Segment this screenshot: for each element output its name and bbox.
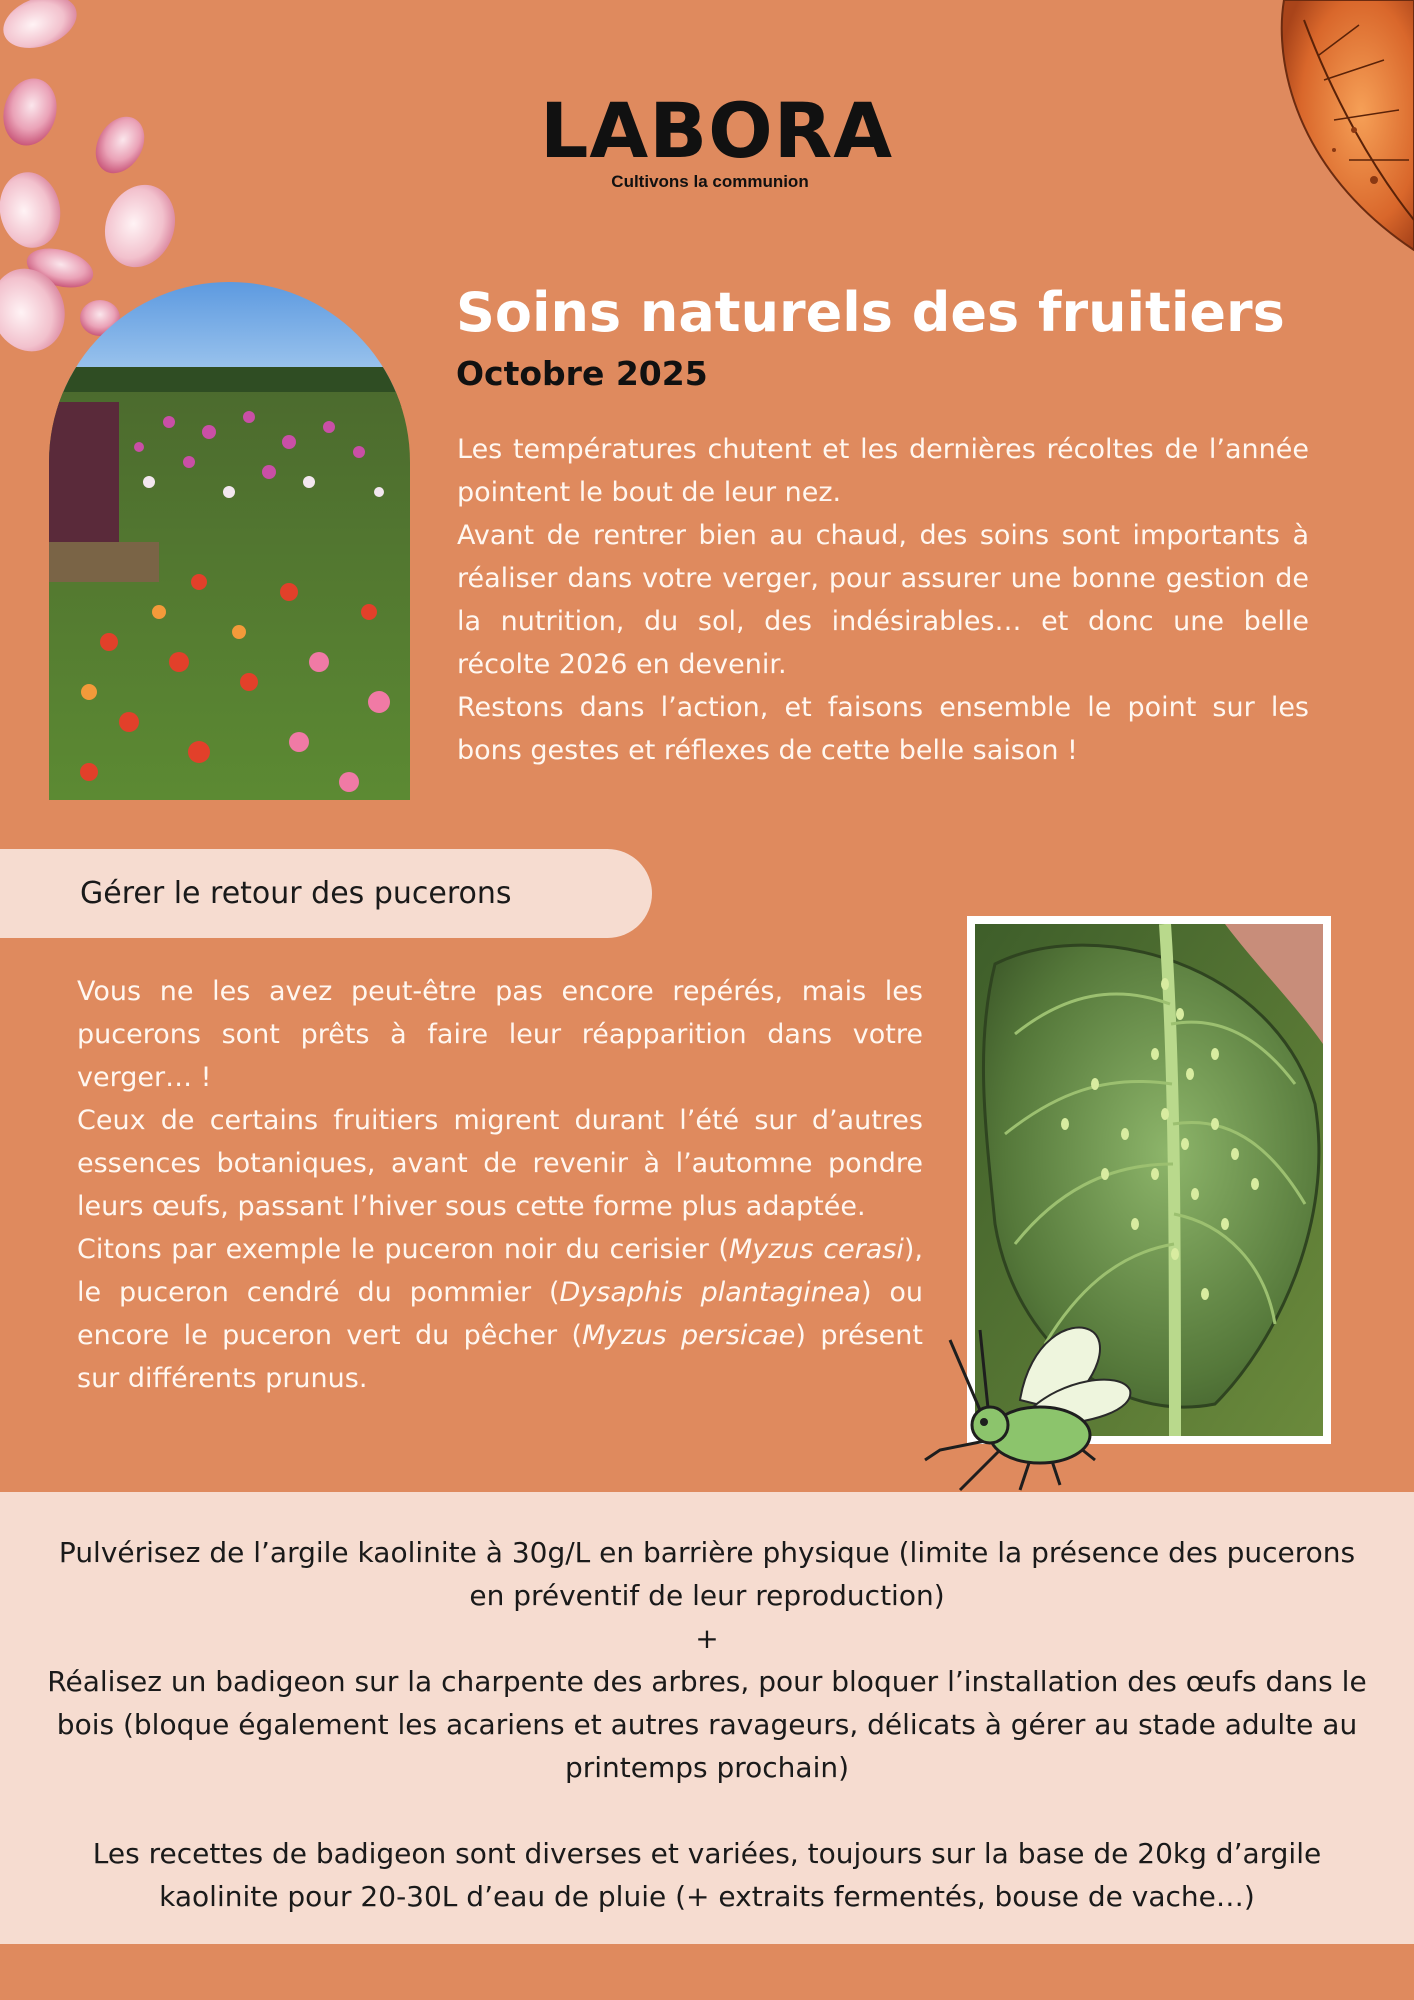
body-paragraph (77, 1228, 923, 1400)
page-date: Octobre 2025 (456, 354, 708, 393)
species-name: Dysaphis plantaginea (559, 1277, 861, 1308)
body-paragraph: Vous ne les avez peut-être pas encore repérés, mais les pucerons sont prêts à faire leur réapparition dans votre verger… ! (77, 976, 923, 1093)
tip-line: Pulvérisez de l’argile kaolinite à 30g/L en barrière physique (limite la présence des pucerons en préventif de leur reproduction) (58, 1536, 1356, 1612)
body-text-segment: ) ou encore le puceron vert du pêcher ( (77, 1277, 923, 1351)
brand-logo (540, 86, 894, 192)
aphid-illustration (920, 1300, 1140, 1492)
tip-line: Les recettes de badigeon sont diverses et variées, toujours sur la base de 20kg d’argile kaolinite pour 20-30L d’eau de pluie (+ extraits fermentés, bouse de vache…) (92, 1837, 1322, 1913)
section-heading-label: Gérer le retour des pucerons (80, 876, 512, 911)
body-text-segment: ), le puceron cendré du pommier ( (77, 1234, 923, 1308)
page-title: Soins naturels des fruitiers (456, 281, 1285, 344)
body-paragraph: Ceux de certains fruitiers migrent durant l’été sur d’autres essences botaniques, avant de revenir à l’automne pondre leurs œufs, passant l’hiver sous cette forme plus adaptée. (77, 1105, 923, 1222)
body-text-segment: ) présent sur différents prunus. (77, 1320, 923, 1394)
flower-field-photo (49, 282, 410, 800)
tips-box (0, 1492, 1414, 1944)
autumn-leaf-decoration (1264, 0, 1414, 260)
species-name: Myzus cerasi (728, 1234, 904, 1265)
species-name: Myzus persicae (581, 1320, 796, 1351)
intro-paragraph: Restons dans l’action, et faisons ensemble le point sur les bons gestes et réflexes de cette belle saison ! (457, 692, 1309, 766)
brand-name: LABORA (540, 86, 894, 175)
intro-paragraph: Les températures chutent et les dernières récoltes de l’année pointent le bout de leur nez. (457, 434, 1309, 508)
tip-line: Réalisez un badigeon sur la charpente des arbres, pour bloquer l’installation des œufs dans le bois (bloque également les acariens et autres ravageurs, délicats à gérer au stade adulte au printemps prochain) (47, 1665, 1367, 1784)
brand-tagline: Cultivons la communion (611, 172, 809, 191)
tip-plus: + (695, 1622, 719, 1655)
section-heading (0, 849, 652, 938)
section-body (77, 970, 923, 1400)
body-text-segment: Citons par exemple le puceron noir du cerisier ( (77, 1234, 729, 1265)
intro-text (457, 428, 1309, 772)
intro-paragraph: Avant de rentrer bien au chaud, des soins sont importants à réaliser dans votre verger, pour assurer une bonne gestion de la nutrition, du sol, des indésirables… et donc une belle récolte 2026 en devenir. (457, 520, 1309, 680)
